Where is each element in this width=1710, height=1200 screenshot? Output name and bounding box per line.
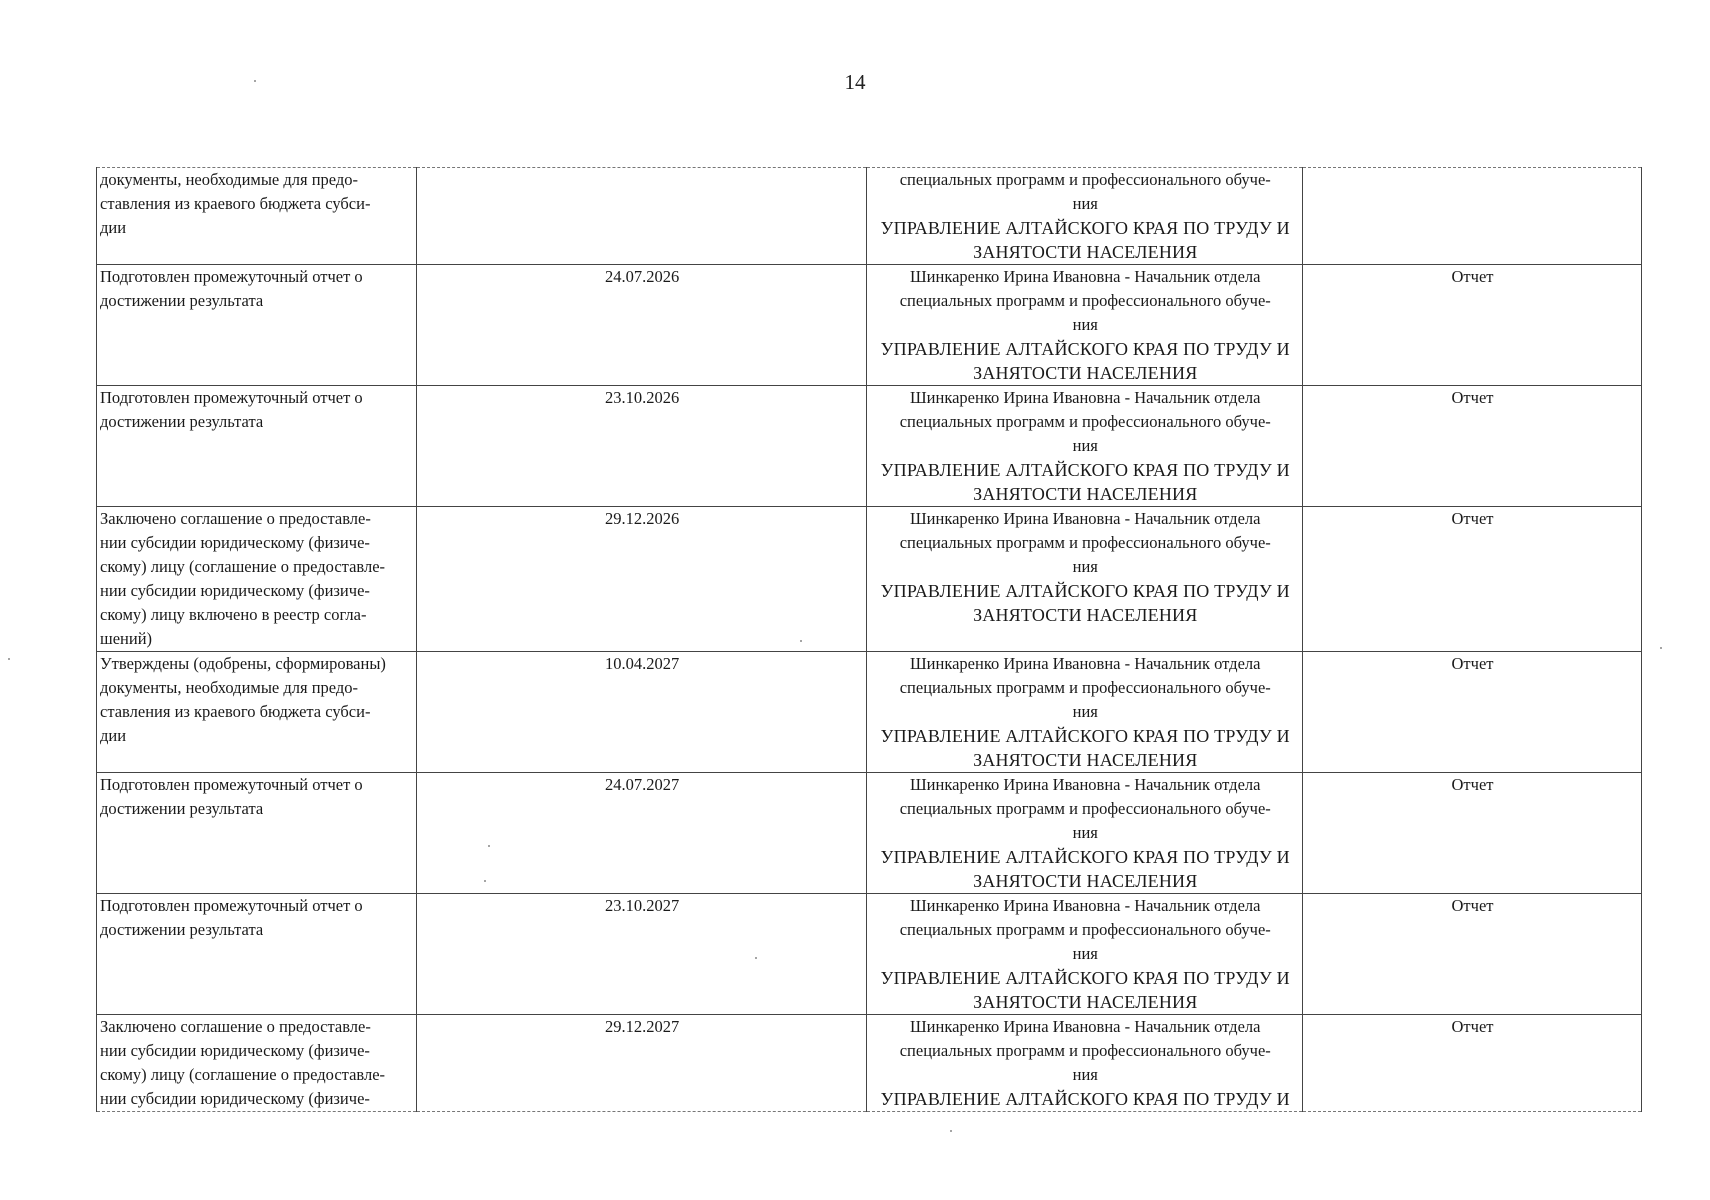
responsible-position: специальных программ и профессионального обуче- ния bbox=[899, 170, 1271, 213]
event-cell bbox=[97, 894, 417, 1015]
event-cell bbox=[97, 1015, 417, 1112]
date-cell: 29.12.2026 bbox=[416, 507, 867, 652]
events-table bbox=[96, 167, 1642, 1112]
document-cell: Отчет bbox=[1303, 386, 1642, 507]
responsible-cell bbox=[867, 773, 1303, 894]
table-row bbox=[97, 652, 1642, 773]
scan-speck bbox=[950, 1130, 952, 1132]
table-row bbox=[97, 1015, 1642, 1112]
document-cell: Отчет bbox=[1303, 1015, 1642, 1112]
responsible-person: Шинкаренко Ирина Ивановна - Начальник отдела bbox=[910, 775, 1261, 794]
responsible-position: специальных программ и профессионального обуче- ния bbox=[899, 412, 1271, 455]
responsible-cell bbox=[867, 1015, 1303, 1112]
event-text: Заключено соглашение о предоставле- нии субсидии юридическому (физиче- скому) лицу (соглашение о предоставле- нии субсидии юридическому (физиче- bbox=[100, 1017, 386, 1108]
event-cell bbox=[97, 507, 417, 652]
responsible-position: специальных программ и профессионального обуче- ния bbox=[899, 291, 1271, 334]
date-cell: 29.12.2027 bbox=[416, 1015, 867, 1112]
event-text: Заключено соглашение о предоставле- нии субсидии юридическому (физиче- скому) лицу (соглашение о предоставле- нии субсидии юридическому (физиче- скому) лицу включено в реестр согла- шений) bbox=[100, 509, 386, 648]
event-cell bbox=[97, 773, 417, 894]
responsible-org: УПРАВЛЕНИЕ АЛТАЙСКОГО КРАЯ ПО ТРУДУ И bbox=[880, 1089, 1290, 1109]
date-cell: 23.10.2027 bbox=[416, 894, 867, 1015]
responsible-org: УПРАВЛЕНИЕ АЛТАЙСКОГО КРАЯ ПО ТРУДУ И ЗАНЯТОСТИ НАСЕЛЕНИЯ bbox=[880, 726, 1290, 770]
responsible-org: УПРАВЛЕНИЕ АЛТАЙСКОГО КРАЯ ПО ТРУДУ И ЗАНЯТОСТИ НАСЕЛЕНИЯ bbox=[880, 847, 1290, 891]
table-row bbox=[97, 894, 1642, 1015]
responsible-position: специальных программ и профессионального обуче- ния bbox=[899, 799, 1271, 842]
document-cell: Отчет bbox=[1303, 507, 1642, 652]
event-text: документы, необходимые для предо- ставления из краевого бюджета субси- дии bbox=[100, 170, 371, 237]
event-text: Подготовлен промежуточный отчет о достижении результата bbox=[100, 267, 363, 310]
responsible-person: Шинкаренко Ирина Ивановна - Начальник отдела bbox=[910, 388, 1261, 407]
responsible-cell bbox=[867, 894, 1303, 1015]
date-cell bbox=[416, 168, 867, 265]
responsible-position: специальных программ и профессионального обуче- ния bbox=[899, 533, 1271, 576]
responsible-position: специальных программ и профессионального обуче- ния bbox=[899, 678, 1271, 721]
date-cell: 23.10.2026 bbox=[416, 386, 867, 507]
event-cell bbox=[97, 168, 417, 265]
document-cell: Отчет bbox=[1303, 652, 1642, 773]
document-cell: Отчет bbox=[1303, 265, 1642, 386]
responsible-org: УПРАВЛЕНИЕ АЛТАЙСКОГО КРАЯ ПО ТРУДУ И ЗАНЯТОСТИ НАСЕЛЕНИЯ bbox=[880, 218, 1290, 262]
responsible-position: специальных программ и профессионального обуче- ния bbox=[899, 1041, 1271, 1084]
responsible-position: специальных программ и профессионального обуче- ния bbox=[899, 920, 1271, 963]
responsible-cell bbox=[867, 386, 1303, 507]
responsible-cell bbox=[867, 265, 1303, 386]
scan-speck bbox=[1660, 647, 1662, 649]
responsible-org: УПРАВЛЕНИЕ АЛТАЙСКОГО КРАЯ ПО ТРУДУ И ЗАНЯТОСТИ НАСЕЛЕНИЯ bbox=[880, 460, 1290, 504]
table-row bbox=[97, 265, 1642, 386]
scan-speck bbox=[755, 957, 757, 959]
scan-speck bbox=[8, 658, 10, 660]
responsible-cell bbox=[867, 168, 1303, 265]
responsible-person: Шинкаренко Ирина Ивановна - Начальник отдела bbox=[910, 896, 1261, 915]
table-row bbox=[97, 507, 1642, 652]
responsible-org: УПРАВЛЕНИЕ АЛТАЙСКОГО КРАЯ ПО ТРУДУ И ЗАНЯТОСТИ НАСЕЛЕНИЯ bbox=[880, 968, 1290, 1012]
event-cell bbox=[97, 652, 417, 773]
scan-speck bbox=[484, 880, 486, 882]
responsible-cell bbox=[867, 507, 1303, 652]
scan-speck bbox=[488, 845, 490, 847]
event-text: Утверждены (одобрены, сформированы) документы, необходимые для предо- ставления из краевого бюджета субси- дии bbox=[100, 654, 386, 745]
responsible-person: Шинкаренко Ирина Ивановна - Начальник отдела bbox=[910, 654, 1261, 673]
event-text: Подготовлен промежуточный отчет о достижении результата bbox=[100, 388, 363, 431]
scan-speck bbox=[254, 80, 256, 82]
document-cell: Отчет bbox=[1303, 773, 1642, 894]
date-cell: 10.04.2027 bbox=[416, 652, 867, 773]
responsible-cell bbox=[867, 652, 1303, 773]
responsible-org: УПРАВЛЕНИЕ АЛТАЙСКОГО КРАЯ ПО ТРУДУ И ЗАНЯТОСТИ НАСЕЛЕНИЯ bbox=[880, 581, 1290, 625]
event-cell bbox=[97, 265, 417, 386]
document-cell: Отчет bbox=[1303, 894, 1642, 1015]
responsible-person: Шинкаренко Ирина Ивановна - Начальник отдела bbox=[910, 1017, 1261, 1036]
document-cell bbox=[1303, 168, 1642, 265]
table-row bbox=[97, 386, 1642, 507]
event-cell bbox=[97, 386, 417, 507]
scan-speck bbox=[800, 640, 802, 642]
event-text: Подготовлен промежуточный отчет о достижении результата bbox=[100, 775, 363, 818]
responsible-person: Шинкаренко Ирина Ивановна - Начальник отдела bbox=[910, 509, 1261, 528]
responsible-org: УПРАВЛЕНИЕ АЛТАЙСКОГО КРАЯ ПО ТРУДУ И ЗАНЯТОСТИ НАСЕЛЕНИЯ bbox=[880, 339, 1290, 383]
responsible-person: Шинкаренко Ирина Ивановна - Начальник отдела bbox=[910, 267, 1261, 286]
page-number: 14 bbox=[844, 70, 866, 94]
table-row bbox=[97, 168, 1642, 265]
table-row bbox=[97, 773, 1642, 894]
event-text: Подготовлен промежуточный отчет о достижении результата bbox=[100, 896, 363, 939]
date-cell: 24.07.2027 bbox=[416, 773, 867, 894]
date-cell: 24.07.2026 bbox=[416, 265, 867, 386]
